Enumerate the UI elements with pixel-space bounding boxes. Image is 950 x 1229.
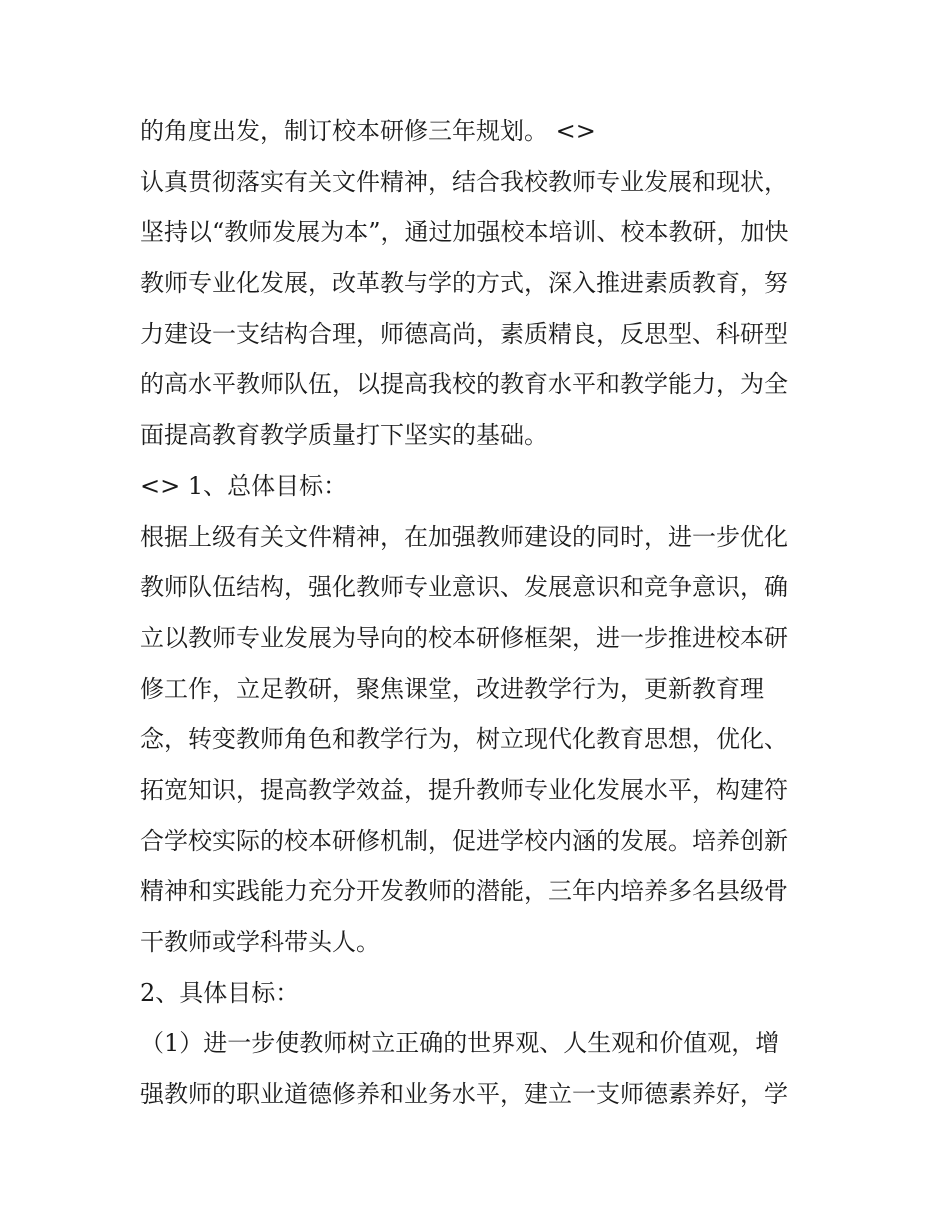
text-line: 根据上级有关文件精神，在加强教师建设的同时，进一步优化 xyxy=(140,522,788,551)
text-line: 修工作，立足教研，聚焦课堂，改进教学行为，更新教育理 xyxy=(140,674,764,703)
text-line: 的角度出发，制订校本研修三年规划。 <> xyxy=(140,117,596,145)
text-line: （1）进一步使教师树立正确的世界观、人生观和价值观，增 xyxy=(140,1029,780,1058)
text-line: 干教师或学科带头人。 xyxy=(140,928,380,956)
text-line: 拓宽知识，提高教学效益，提升教师专业化发展水平，构建符 xyxy=(140,775,788,804)
text-line: 的高水平教师队伍，以提高我校的教育水平和教学能力，为全 xyxy=(140,370,788,399)
text-line: 精神和实践能力充分开发教师的潜能，三年内培养多名县级骨 xyxy=(140,877,788,906)
text-line: 教师专业化发展，改革教与学的方式，深入推进素质教育，努 xyxy=(140,269,788,298)
section-heading: <> 1、总体目标： xyxy=(140,471,348,500)
body-text xyxy=(140,106,820,1120)
text-line: 力建设一支结构合理，师德高尚，素质精良，反思型、科研型 xyxy=(140,319,788,348)
text-line: 立以教师专业发展为导向的校本研修框架，进一步推进校本研 xyxy=(140,623,788,652)
text-line: 坚持以“教师发展为本”，通过加强校本培训、校本教研，加快 xyxy=(140,218,789,247)
section-heading: 2、具体目标： xyxy=(140,978,300,1007)
text-line: 认真贯彻落实有关文件精神，结合我校教师专业发展和现状， xyxy=(140,167,788,196)
text-line: 合学校实际的校本研修机制，促进学校内涵的发展。培养创新 xyxy=(140,826,788,855)
text-line: 强教师的职业道德修养和业务水平，建立一支师德素养好，学 xyxy=(140,1080,788,1109)
text-line: 教师队伍结构，强化教师专业意识、发展意识和竞争意识，确 xyxy=(140,573,788,602)
text-line: 面提高教育教学质量打下坚实的基础。 xyxy=(140,421,548,450)
text-line: 念，转变教师角色和教学行为，树立现代化教育思想，优化、 xyxy=(140,725,788,754)
